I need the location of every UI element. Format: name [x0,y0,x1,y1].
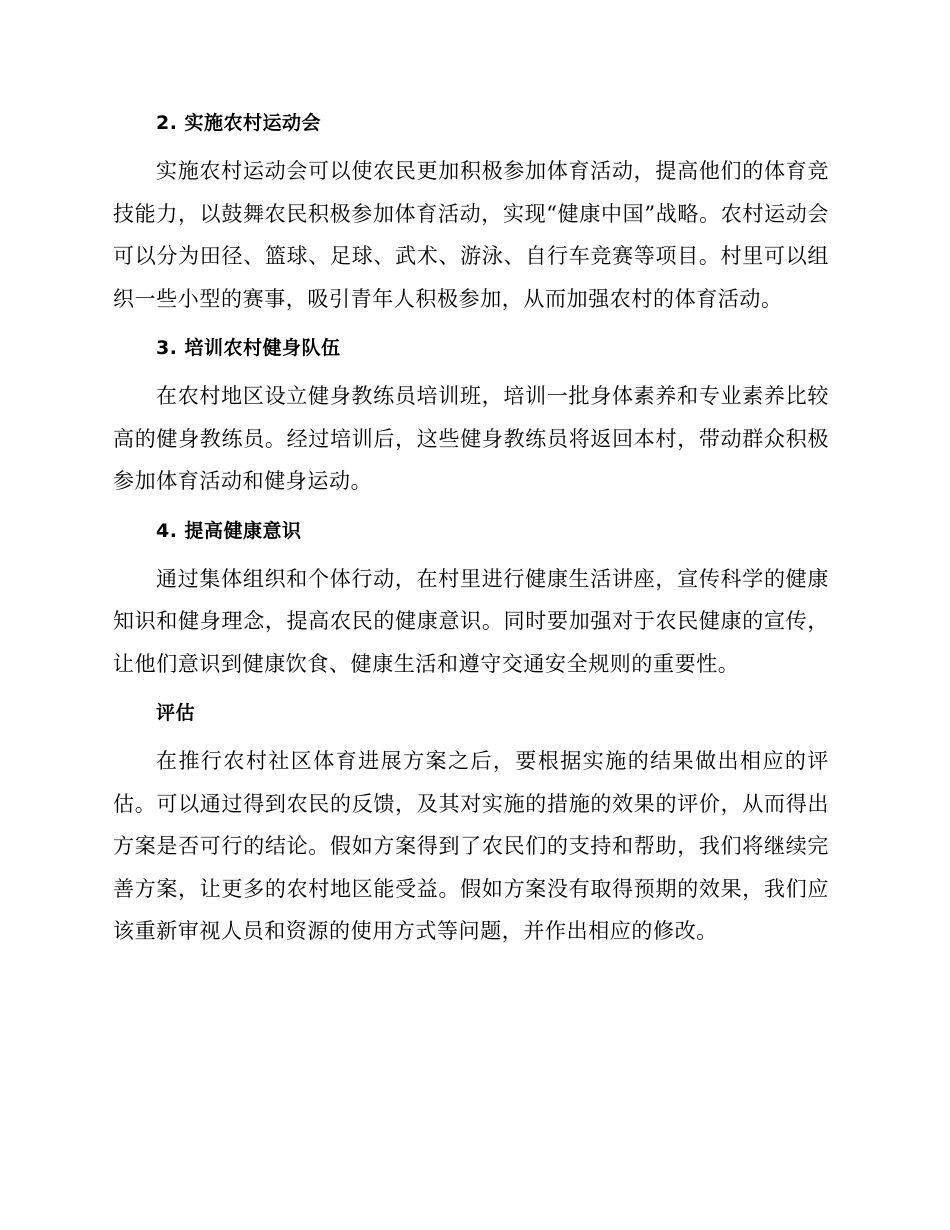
section-paragraph: 在农村地区设立健身教练员培训班，培训一批身体素养和专业素养比较高的健身教练员。经过培训后，这些健身教练员将返回本村，带动群众积极参加体育活动和健身运动。 [113,384,829,493]
document-body [113,108,829,966]
section-heading: 4. 提高健康意识 [156,519,302,542]
section-heading: 3. 培训农村健身队伍 [156,337,341,359]
section-paragraph: 通过集体组织和个体行动，在村里进行健康生活讲座，宣传科学的健康知识和健身理念，提高农民的健康意识。同时要加强对于农民健康的宣传，让他们意识到健康饮食、健康生活和遵守交通安全规则的重要性。 [113,566,829,676]
section-evaluation [113,698,829,953]
section-health-awareness [113,516,829,686]
section-paragraph: 实施农村运动会可以使农民更加积极参加体育活动，提高他们的体育竞技能力，以鼓舞农民积极参加体育活动，实现“健康中国”战略。农村运动会可以分为田径、篮球、足球、武术、游泳、自行车竞赛等项目。村里可以组织一些小型的赛事，吸引青年人积极参加，从而加强农村的体育活动。 [113,159,829,311]
section-heading: 2. 实施农村运动会 [156,112,322,134]
section-paragraph: 在推行农村社区体育进展方案之后，要根据实施的结果做出相应的评估。可以通过得到农民的反馈，及其对实施的措施的效果的评价，从而得出方案是否可行的结论。假如方案得到了农民们的支持和帮助，我们将继续完善方案，让更多的农村地区能受益。假如方案没有取得预期的效果，我们应该重新审视人员和资源的使用方式等问题，并作出相应的修改。 [113,749,829,943]
section-rural-sports-meet [113,108,829,320]
section-heading: 评估 [156,702,196,724]
section-fitness-team-training [113,333,829,503]
